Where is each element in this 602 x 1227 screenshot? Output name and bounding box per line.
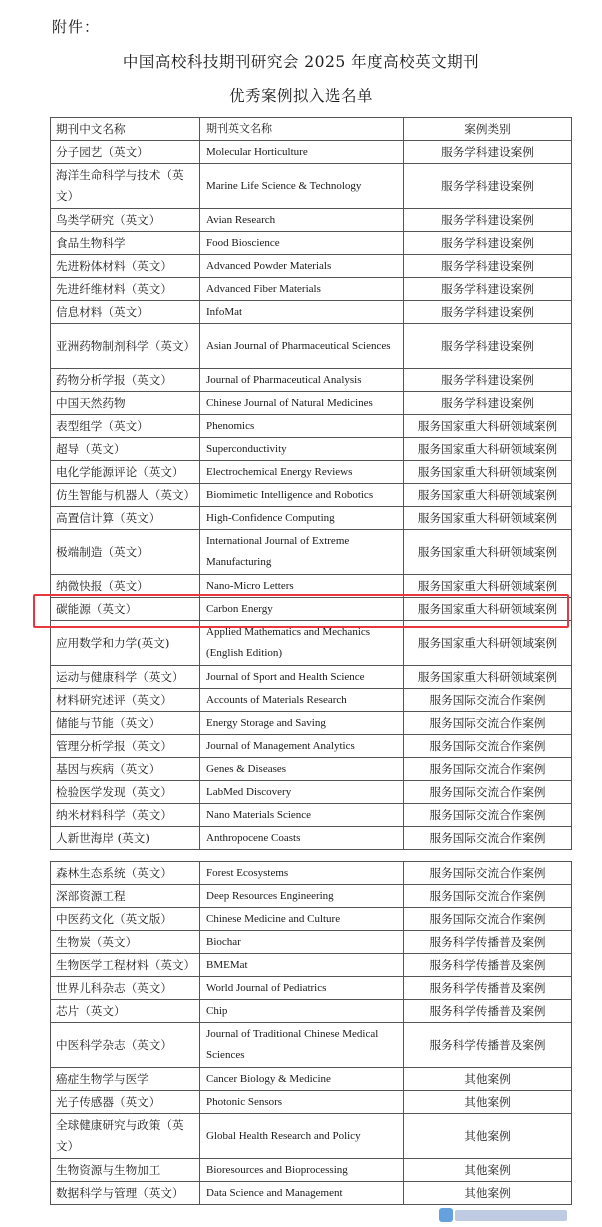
journal-cn-name: 中医科学杂志（英文） bbox=[51, 1023, 200, 1068]
case-category: 服务学科建设案例 bbox=[404, 324, 572, 369]
journal-cn-name: 表型组学（英文） bbox=[51, 415, 200, 438]
journal-en-name: Biochar bbox=[200, 931, 404, 954]
journal-cn-name: 生物医学工程材料（英文） bbox=[51, 954, 200, 977]
journal-table-part1 bbox=[50, 117, 572, 850]
case-category: 服务学科建设案例 bbox=[404, 209, 572, 232]
journal-cn-name: 检验医学发现（英文） bbox=[51, 781, 200, 804]
case-category: 服务学科建设案例 bbox=[404, 301, 572, 324]
journal-en-name: Cancer Biology & Medicine bbox=[200, 1068, 404, 1091]
journal-cn-name: 光子传感器（英文） bbox=[51, 1091, 200, 1114]
journal-cn-name: 管理分析学报（英文） bbox=[51, 735, 200, 758]
journal-en-name: Nano-Micro Letters bbox=[200, 575, 404, 598]
case-category: 服务科学传播普及案例 bbox=[404, 1023, 572, 1068]
header-category: 案例类别 bbox=[404, 118, 572, 141]
journal-cn-name: 先进粉体材料（英文） bbox=[51, 255, 200, 278]
table-header-row bbox=[51, 118, 572, 141]
table-row bbox=[51, 530, 572, 575]
journal-cn-name: 中医药文化（英文版） bbox=[51, 908, 200, 931]
journal-cn-name: 纳微快报（英文） bbox=[51, 575, 200, 598]
table-row bbox=[51, 392, 572, 415]
journal-en-name: Genes & Diseases bbox=[200, 758, 404, 781]
table-row bbox=[51, 278, 572, 301]
table-row bbox=[51, 1023, 572, 1068]
case-category: 服务国际交流合作案例 bbox=[404, 827, 572, 850]
case-category: 服务学科建设案例 bbox=[404, 141, 572, 164]
case-category: 服务国际交流合作案例 bbox=[404, 712, 572, 735]
journal-cn-name: 药物分析学报（英文） bbox=[51, 369, 200, 392]
table-row bbox=[51, 1159, 572, 1182]
table-row bbox=[51, 931, 572, 954]
journal-cn-name: 基因与疾病（英文） bbox=[51, 758, 200, 781]
case-category: 服务学科建设案例 bbox=[404, 369, 572, 392]
case-category: 服务国家重大科研领域案例 bbox=[404, 530, 572, 575]
table-row bbox=[51, 862, 572, 885]
case-category: 服务国家重大科研领域案例 bbox=[404, 666, 572, 689]
case-category: 服务国家重大科研领域案例 bbox=[404, 575, 572, 598]
journal-en-name: Nano Materials Science bbox=[200, 804, 404, 827]
journal-cn-name: 中国天然药物 bbox=[51, 392, 200, 415]
case-category: 服务国家重大科研领域案例 bbox=[404, 484, 572, 507]
journal-cn-name: 生物炭（英文） bbox=[51, 931, 200, 954]
table-row bbox=[51, 804, 572, 827]
table-row bbox=[51, 369, 572, 392]
journal-cn-name: 碳能源（英文） bbox=[51, 598, 200, 621]
case-category: 服务科学传播普及案例 bbox=[404, 954, 572, 977]
table-row bbox=[51, 1000, 572, 1023]
journal-cn-name: 全球健康研究与政策（英文） bbox=[51, 1114, 200, 1159]
table-row bbox=[51, 977, 572, 1000]
journal-cn-name: 分子园艺（英文） bbox=[51, 141, 200, 164]
journal-cn-name: 癌症生物学与医学 bbox=[51, 1068, 200, 1091]
journal-en-name: Journal of Traditional Chinese Medical Sciences bbox=[200, 1023, 404, 1068]
table-row bbox=[51, 735, 572, 758]
journal-cn-name: 芯片（英文） bbox=[51, 1000, 200, 1023]
case-category: 服务国家重大科研领域案例 bbox=[404, 461, 572, 484]
journal-en-name: Anthropocene Coasts bbox=[200, 827, 404, 850]
journal-en-name: Journal of Management Analytics bbox=[200, 735, 404, 758]
table-row bbox=[51, 461, 572, 484]
case-category: 服务科学传播普及案例 bbox=[404, 977, 572, 1000]
table-row bbox=[51, 1114, 572, 1159]
case-category: 服务学科建设案例 bbox=[404, 255, 572, 278]
journal-cn-name: 深部资源工程 bbox=[51, 885, 200, 908]
journal-en-name: High-Confidence Computing bbox=[200, 507, 404, 530]
table-row bbox=[51, 324, 572, 369]
journal-en-name: Photonic Sensors bbox=[200, 1091, 404, 1114]
journal-en-name: Applied Mathematics and Mechanics (English Edition) bbox=[200, 621, 404, 666]
journal-en-name: Superconductivity bbox=[200, 438, 404, 461]
case-category: 服务国际交流合作案例 bbox=[404, 862, 572, 885]
watermark-bar bbox=[455, 1210, 567, 1221]
journal-en-name: Chinese Medicine and Culture bbox=[200, 908, 404, 931]
journal-en-name: Electrochemical Energy Reviews bbox=[200, 461, 404, 484]
case-category: 服务国家重大科研领域案例 bbox=[404, 415, 572, 438]
table-row bbox=[51, 1068, 572, 1091]
journal-cn-name: 仿生智能与机器人（英文） bbox=[51, 484, 200, 507]
table-row bbox=[51, 689, 572, 712]
journal-en-name: Bioresources and Bioprocessing bbox=[200, 1159, 404, 1182]
journal-cn-name: 亚洲药物制剂科学（英文） bbox=[51, 324, 200, 369]
case-category: 服务国家重大科研领域案例 bbox=[404, 507, 572, 530]
table-row bbox=[51, 827, 572, 850]
journal-cn-name: 应用数学和力学(英文) bbox=[51, 621, 200, 666]
case-category: 服务国家重大科研领域案例 bbox=[404, 598, 572, 621]
journal-en-name: Deep Resources Engineering bbox=[200, 885, 404, 908]
journal-en-name: Marine Life Science & Technology bbox=[200, 164, 404, 209]
table-row bbox=[51, 507, 572, 530]
case-category: 其他案例 bbox=[404, 1159, 572, 1182]
table-row bbox=[51, 301, 572, 324]
table-row bbox=[51, 164, 572, 209]
journal-en-name: Molecular Horticulture bbox=[200, 141, 404, 164]
case-category: 服务学科建设案例 bbox=[404, 278, 572, 301]
case-category: 其他案例 bbox=[404, 1182, 572, 1205]
case-category: 服务国家重大科研领域案例 bbox=[404, 438, 572, 461]
journal-cn-name: 生物资源与生物加工 bbox=[51, 1159, 200, 1182]
table-row bbox=[51, 781, 572, 804]
journal-cn-name: 纳米材料科学（英文） bbox=[51, 804, 200, 827]
journal-en-name: Accounts of Materials Research bbox=[200, 689, 404, 712]
journal-cn-name: 材料研究述评（英文） bbox=[51, 689, 200, 712]
journal-en-name: InfoMat bbox=[200, 301, 404, 324]
case-category: 服务国际交流合作案例 bbox=[404, 885, 572, 908]
journal-cn-name: 电化学能源评论（英文） bbox=[51, 461, 200, 484]
case-category: 其他案例 bbox=[404, 1091, 572, 1114]
journal-en-name: International Journal of Extreme Manufacturing bbox=[200, 530, 404, 575]
table-row bbox=[51, 1182, 572, 1205]
table-row bbox=[51, 666, 572, 689]
case-category: 服务学科建设案例 bbox=[404, 164, 572, 209]
table-row bbox=[51, 1091, 572, 1114]
table-body-part1 bbox=[51, 141, 572, 850]
journal-cn-name: 信息材料（英文） bbox=[51, 301, 200, 324]
case-category: 服务国际交流合作案例 bbox=[404, 804, 572, 827]
journal-cn-name: 高置信计算（英文） bbox=[51, 507, 200, 530]
case-category: 服务科学传播普及案例 bbox=[404, 931, 572, 954]
journal-cn-name: 先进纤维材料（英文） bbox=[51, 278, 200, 301]
journal-cn-name: 鸟类学研究（英文） bbox=[51, 209, 200, 232]
case-category: 服务国际交流合作案例 bbox=[404, 908, 572, 931]
journal-en-name: Asian Journal of Pharmaceutical Sciences bbox=[200, 324, 404, 369]
journal-en-name: Advanced Fiber Materials bbox=[200, 278, 404, 301]
case-category: 服务科学传播普及案例 bbox=[404, 1000, 572, 1023]
table-row bbox=[51, 255, 572, 278]
table-row bbox=[51, 438, 572, 461]
case-category: 服务国际交流合作案例 bbox=[404, 689, 572, 712]
journal-en-name: Carbon Energy bbox=[200, 598, 404, 621]
header-cn-name: 期刊中文名称 bbox=[51, 118, 200, 141]
journal-en-name: Chip bbox=[200, 1000, 404, 1023]
case-category: 服务国际交流合作案例 bbox=[404, 758, 572, 781]
attachment-label: 附件： bbox=[52, 18, 101, 36]
journal-en-name: Advanced Powder Materials bbox=[200, 255, 404, 278]
case-category: 服务学科建设案例 bbox=[404, 392, 572, 415]
journal-cn-name: 食品生物科学 bbox=[51, 232, 200, 255]
journal-en-name: World Journal of Pediatrics bbox=[200, 977, 404, 1000]
journal-cn-name: 超导（英文） bbox=[51, 438, 200, 461]
table-row bbox=[51, 209, 572, 232]
journal-en-name: Phenomics bbox=[200, 415, 404, 438]
journal-en-name: LabMed Discovery bbox=[200, 781, 404, 804]
table-row bbox=[51, 232, 572, 255]
watermark-logo-icon bbox=[439, 1208, 453, 1222]
journal-table-part2 bbox=[50, 861, 572, 1205]
table-row bbox=[51, 758, 572, 781]
journal-en-name: BMEMat bbox=[200, 954, 404, 977]
journal-en-name: Forest Ecosystems bbox=[200, 862, 404, 885]
table-row bbox=[51, 484, 572, 507]
header-en-name: 期刊英文名称 bbox=[200, 118, 404, 141]
journal-en-name: Chinese Journal of Natural Medicines bbox=[200, 392, 404, 415]
document-subtitle: 优秀案例拟入选名单 bbox=[228, 87, 373, 105]
journal-cn-name: 数据科学与管理（英文） bbox=[51, 1182, 200, 1205]
table-row bbox=[51, 885, 572, 908]
journal-en-name: Food Bioscience bbox=[200, 232, 404, 255]
journal-cn-name: 运动与健康科学（英文） bbox=[51, 666, 200, 689]
journal-cn-name: 储能与节能（英文） bbox=[51, 712, 200, 735]
case-category: 服务国家重大科研领域案例 bbox=[404, 621, 572, 666]
table-row bbox=[51, 954, 572, 977]
journal-en-name: Avian Research bbox=[200, 209, 404, 232]
case-category: 服务国际交流合作案例 bbox=[404, 735, 572, 758]
highlight-box bbox=[33, 594, 569, 628]
journal-cn-name: 世界儿科杂志（英文） bbox=[51, 977, 200, 1000]
journal-cn-name: 人新世海岸 (英文) bbox=[51, 827, 200, 850]
journal-en-name: Data Science and Management bbox=[200, 1182, 404, 1205]
journal-en-name: Energy Storage and Saving bbox=[200, 712, 404, 735]
table-row bbox=[51, 712, 572, 735]
table-row bbox=[51, 141, 572, 164]
case-category: 其他案例 bbox=[404, 1068, 572, 1091]
journal-cn-name: 极端制造（英文） bbox=[51, 530, 200, 575]
table-body-part2 bbox=[51, 862, 572, 1205]
table-row bbox=[51, 908, 572, 931]
case-category: 其他案例 bbox=[404, 1114, 572, 1159]
journal-cn-name: 海洋生命科学与技术（英文） bbox=[51, 164, 200, 209]
journal-en-name: Journal of Pharmaceutical Analysis bbox=[200, 369, 404, 392]
journal-en-name: Global Health Research and Policy bbox=[200, 1114, 404, 1159]
journal-en-name: Journal of Sport and Health Science bbox=[200, 666, 404, 689]
document-title: 中国高校科技期刊研究会 2025 年度高校英文期刊 bbox=[122, 53, 480, 71]
case-category: 服务学科建设案例 bbox=[404, 232, 572, 255]
case-category: 服务国际交流合作案例 bbox=[404, 781, 572, 804]
table-row bbox=[51, 415, 572, 438]
journal-en-name: Biomimetic Intelligence and Robotics bbox=[200, 484, 404, 507]
journal-cn-name: 森林生态系统（英文） bbox=[51, 862, 200, 885]
